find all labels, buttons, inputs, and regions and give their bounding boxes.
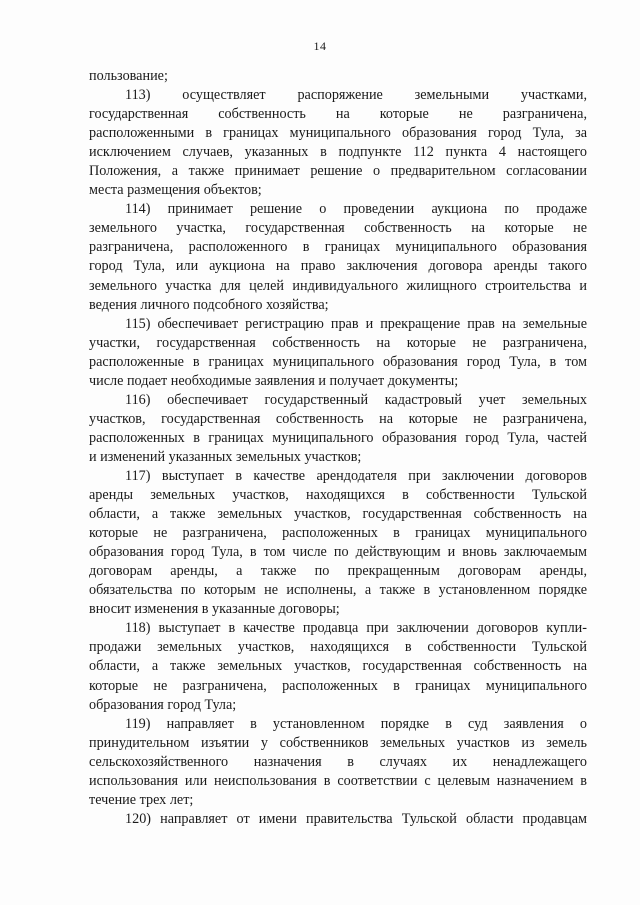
text-line: которые не разграничена, расположенных в границах муниципального (89, 677, 587, 694)
text-line: расположенными в границах муниципального образования город Тула, за (89, 125, 587, 142)
text-line: расположенных в границах муниципального образования город Тула, частей (89, 429, 587, 446)
text-line: продажи земельных участков, находящихся в собственности Тульской (89, 639, 587, 656)
page-number: 14 (313, 39, 327, 53)
text-line: участков, государственная собственность на которые не разграничена, (89, 410, 587, 427)
text-line: Положения, а также принимает решение о предварительном согласовании (89, 163, 587, 180)
text-line: 116) обеспечивает государственный кадастровый учет земельных (125, 391, 587, 408)
text-line: договорам аренды, а также по прекращенным договорам аренды, (89, 563, 587, 580)
text-line: которые не разграничена, расположенных в границах муниципального (89, 525, 587, 542)
text-line: образования город Тула; (89, 696, 237, 713)
text-line: 113) осуществляет распоряжение земельными участками, (125, 87, 587, 104)
text-line: и изменений указанных земельных участков; (89, 448, 362, 465)
text-line: использования или неиспользования в соответствии с целевым назначением в (89, 772, 587, 789)
text-line: земельного участка, государственная собственность на которые не (89, 220, 587, 237)
text-line: сельскохозяйственного назначения в случаях их ненадлежащего (89, 753, 587, 770)
text-line: разграничена, расположенного в границах муниципального образования (89, 239, 587, 256)
text-line: принудительном изъятии у собственников земельных участков из земель (89, 734, 587, 751)
text-line: 115) обеспечивает регистрацию прав и прекращение прав на земельные (125, 315, 587, 332)
text-line: области, а также земельных участков, государственная собственность на (89, 658, 587, 675)
text-line: 118) выступает в качестве продавца при заключении договоров купли- (125, 620, 587, 637)
text-line: 117) выступает в качестве арендодателя при заключении договоров (125, 467, 587, 484)
text-line: ведения личного подсобного хозяйства; (89, 296, 329, 313)
text-line: течение трех лет; (89, 791, 194, 808)
text-line: расположенные в границах муниципального образования город Тула, в том (89, 353, 587, 370)
text-line: 119) направляет в установленном порядке в суд заявления о (125, 715, 587, 732)
text-line: государственная собственность на которые не разграничена, (89, 106, 587, 123)
text-line: 114) принимает решение о проведении аукциона по продаже (125, 201, 587, 218)
text-line: образования город Тула, в том числе по действующим и вновь заключаемым (89, 544, 587, 561)
text-line: 120) направляет от имени правительства Тульской области продавцам (125, 810, 587, 827)
text-line: места размещения объектов; (89, 182, 262, 199)
text-line: вносит изменения в указанные договоры; (89, 601, 340, 618)
text-line: город Тула, или аукциона на право заключения договора аренды такого (89, 258, 587, 275)
text-line: числе подает необходимые заявления и получает документы; (89, 372, 459, 389)
text-line: земельного участка для целей индивидуального жилищного строительства и (89, 277, 587, 294)
document-body-text (89, 67, 587, 829)
text-line: исключением случаев, указанных в подпункте 112 пункта 4 настоящего (89, 144, 587, 161)
text-line: пользование; (89, 68, 168, 84)
text-line: области, а также земельных участков, государственная собственность на (89, 506, 587, 523)
text-line: обязательства по которым не исполнены, а также в установленном порядке (89, 582, 587, 599)
text-line: аренды земельных участков, находящихся в собственности Тульской (89, 487, 587, 504)
text-line: участки, государственная собственность на которые не разграничена, (89, 334, 587, 351)
